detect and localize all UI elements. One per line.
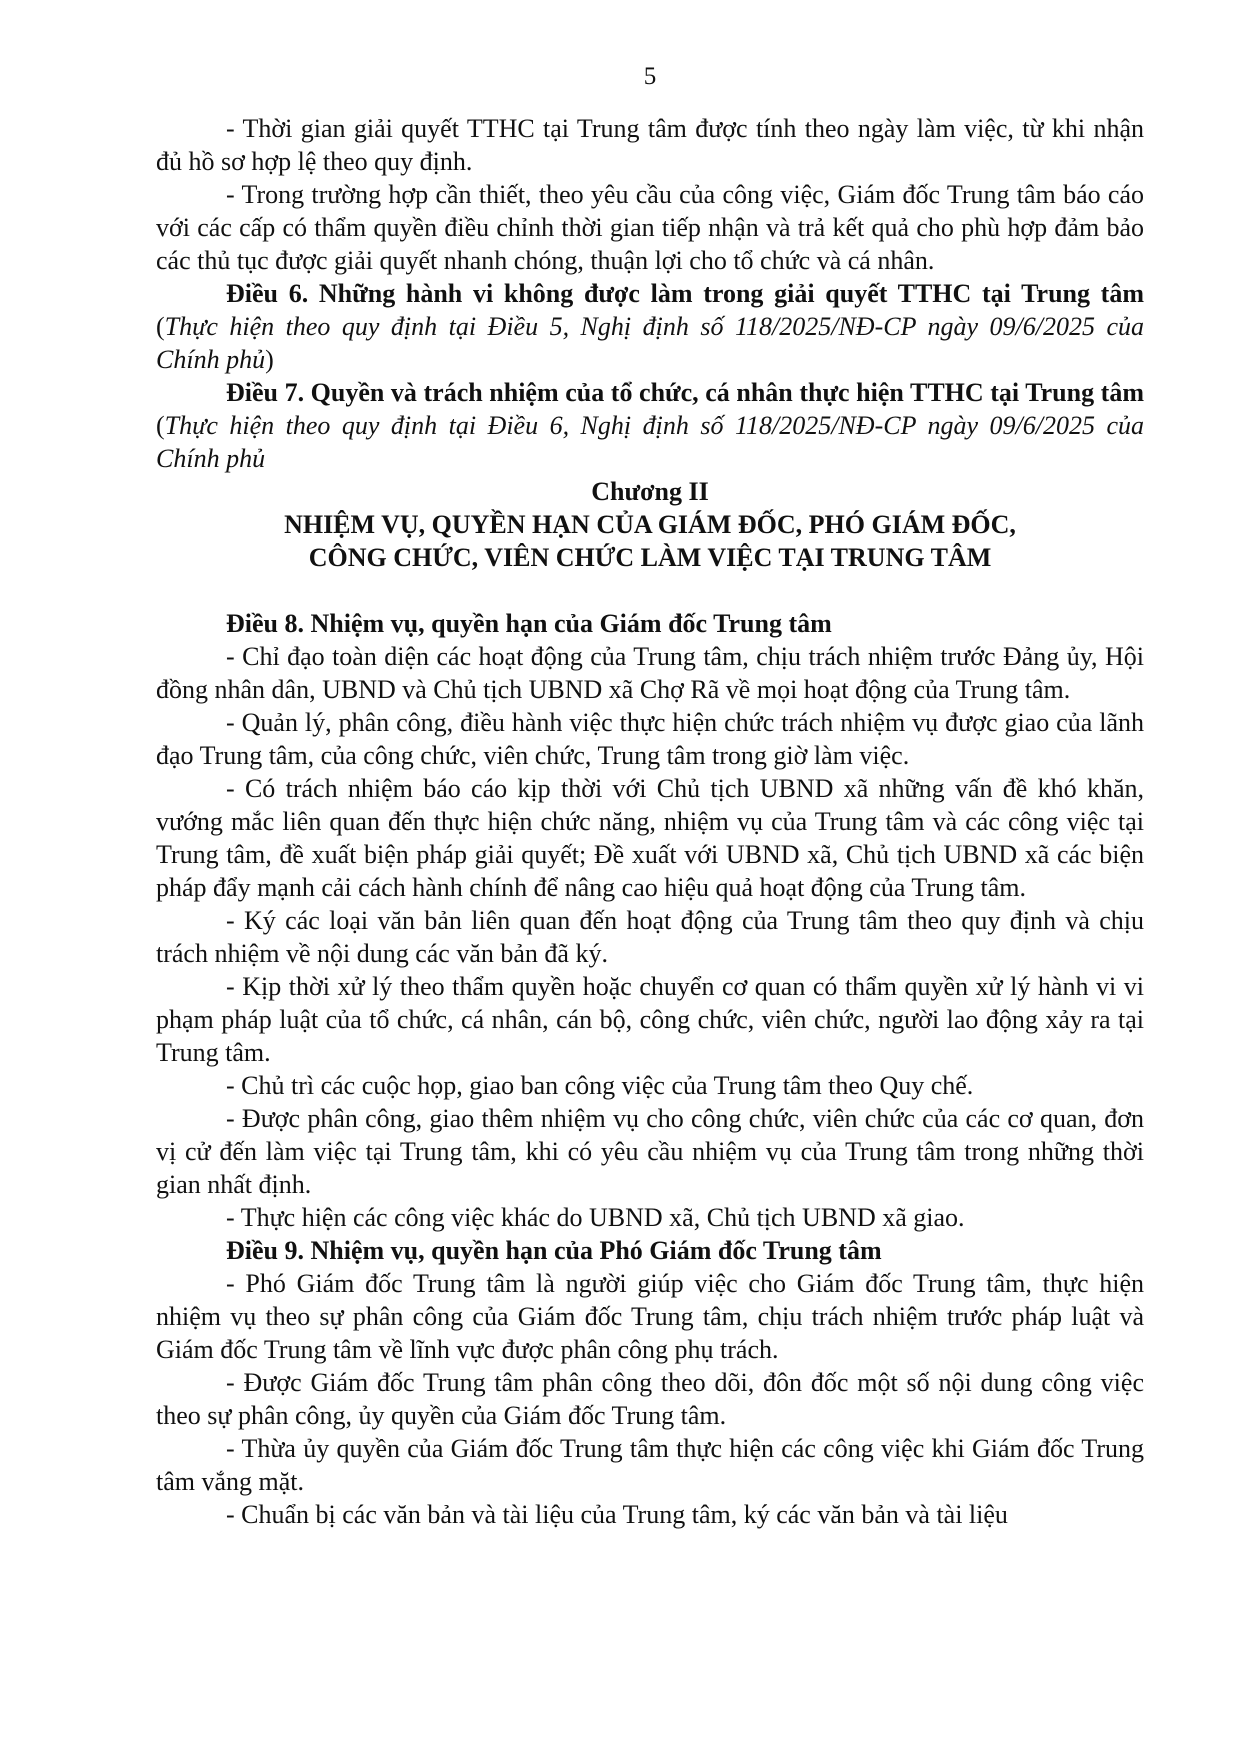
article-8-heading-text: Điều 8. Nhiệm vụ, quyền hạn của Giám đốc Trung tâm <box>226 609 832 638</box>
chapter-label: Chương II <box>591 477 709 506</box>
article-7-note: Thực hiện theo quy định tại Điều 6, Nghị định số 118/2025/NĐ-CP ngày 09/6/2025 của Chính phủ <box>156 411 1144 473</box>
paragraph: - Trong trường hợp cần thiết, theo yêu cầu của công việc, Giám đốc Trung tâm báo cáo với các cấp có thẩm quyền điều chỉnh thời gian tiếp nhận và trả kết quả cho phù hợp đảm bảo các thủ tục được giải quyết nhanh chóng, thuận lợi cho tổ chức và cá nhân. <box>156 180 1144 275</box>
list-item: - Kịp thời xử lý theo thẩm quyền hoặc chuyển cơ quan có thẩm quyền xử lý hành vi vi phạm pháp luật của tổ chức, cá nhân, cán bộ, công chức, viên chức, người lao động xảy ra tại Trung tâm. <box>156 972 1144 1067</box>
article-8-heading <box>156 607 1144 640</box>
list-item: - Phó Giám đốc Trung tâm là người giúp việc cho Giám đốc Trung tâm, thực hiện nhiệm vụ theo sự phân công của Giám đốc Trung tâm, chịu trách nhiệm trước pháp luật và Giám đốc Trung tâm về lĩnh vực được phân công phụ trách. <box>156 1269 1144 1364</box>
article-7 <box>156 376 1144 475</box>
list-item: - Thực hiện các công việc khác do UBND xã, Chủ tịch UBND xã giao. <box>226 1203 965 1232</box>
article-7-open-paren: ( <box>156 411 165 440</box>
article-6-open-paren: ( <box>156 312 165 341</box>
chapter-title-line: CÔNG CHỨC, VIÊN CHỨC LÀM VIỆC TẠI TRUNG TÂM <box>308 543 992 572</box>
list-item: - Chuẩn bị các văn bản và tài liệu của Trung tâm, ký các văn bản và tài liệu <box>226 1500 1008 1529</box>
list-item: - Chỉ đạo toàn diện các hoạt động của Trung tâm, chịu trách nhiệm trước Đảng ủy, Hội đồng nhân dân, UBND và Chủ tịch UBND xã Chợ Rã về mọi hoạt động của Trung tâm. <box>156 642 1144 704</box>
article-9-heading-text: Điều 9. Nhiệm vụ, quyền hạn của Phó Giám đốc Trung tâm <box>226 1236 882 1265</box>
article-6-note: Thực hiện theo quy định tại Điều 5, Nghị định số 118/2025/NĐ-CP ngày 09/6/2025 của Chính phủ <box>156 312 1144 374</box>
list-item: - Có trách nhiệm báo cáo kịp thời với Chủ tịch UBND xã những vấn đề khó khăn, vướng mắc liên quan đến thực hiện chức năng, nhiệm vụ của Trung tâm và các công việc tại Trung tâm, đề xuất biện pháp giải quyết; Đề xuất với UBND xã, Chủ tịch UBND xã các biện pháp đẩy mạnh cải cách hành chính để nâng cao hiệu quả hoạt động của Trung tâm. <box>156 774 1144 902</box>
chapter-title-line: NHIỆM VỤ, QUYỀN HẠN CỦA GIÁM ĐỐC, PHÓ GIÁM ĐỐC, <box>284 510 1016 539</box>
list-item: - Chủ trì các cuộc họp, giao ban công việc của Trung tâm theo Quy chế. <box>226 1071 974 1100</box>
list-item: - Được phân công, giao thêm nhiệm vụ cho công chức, viên chức của các cơ quan, đơn vị cử đến làm việc tại Trung tâm, khi có yêu cầu nhiệm vụ của Trung tâm trong những thời gian nhất định. <box>156 1104 1144 1199</box>
article-6 <box>156 277 1144 376</box>
list-item: - Thừa ủy quyền của Giám đốc Trung tâm thực hiện các công việc khi Giám đốc Trung tâm vắng mặt. <box>156 1434 1144 1496</box>
list-item: - Ký các loại văn bản liên quan đến hoạt động của Trung tâm theo quy định và chịu trách nhiệm về nội dung các văn bản đã ký. <box>156 906 1144 968</box>
list-item: - Quản lý, phân công, điều hành việc thực hiện chức trách nhiệm vụ được giao của lãnh đạo Trung tâm, của công chức, viên chức, Trung tâm trong giờ làm việc. <box>156 708 1144 770</box>
list-item: - Được Giám đốc Trung tâm phân công theo dõi, đôn đốc một số nội dung công việc theo sự phân công, ủy quyền của Giám đốc Trung tâm. <box>156 1368 1144 1430</box>
article-6-heading: Điều 6. Những hành vi không được làm trong giải quyết TTHC tại Trung tâm <box>226 279 1144 308</box>
paragraph: - Thời gian giải quyết TTHC tại Trung tâm được tính theo ngày làm việc, từ khi nhận đủ hồ sơ hợp lệ theo quy định. <box>156 114 1144 176</box>
article-9-heading <box>156 1234 1144 1267</box>
document-page <box>156 62 1144 1531</box>
article-6-close-paren: ) <box>265 345 274 374</box>
chapter-title <box>156 508 1144 574</box>
page-number: 5 <box>643 63 657 90</box>
article-7-heading: Điều 7. Quyền và trách nhiệm của tổ chức, cá nhân thực hiện TTHC tại Trung tâm <box>226 378 1144 407</box>
